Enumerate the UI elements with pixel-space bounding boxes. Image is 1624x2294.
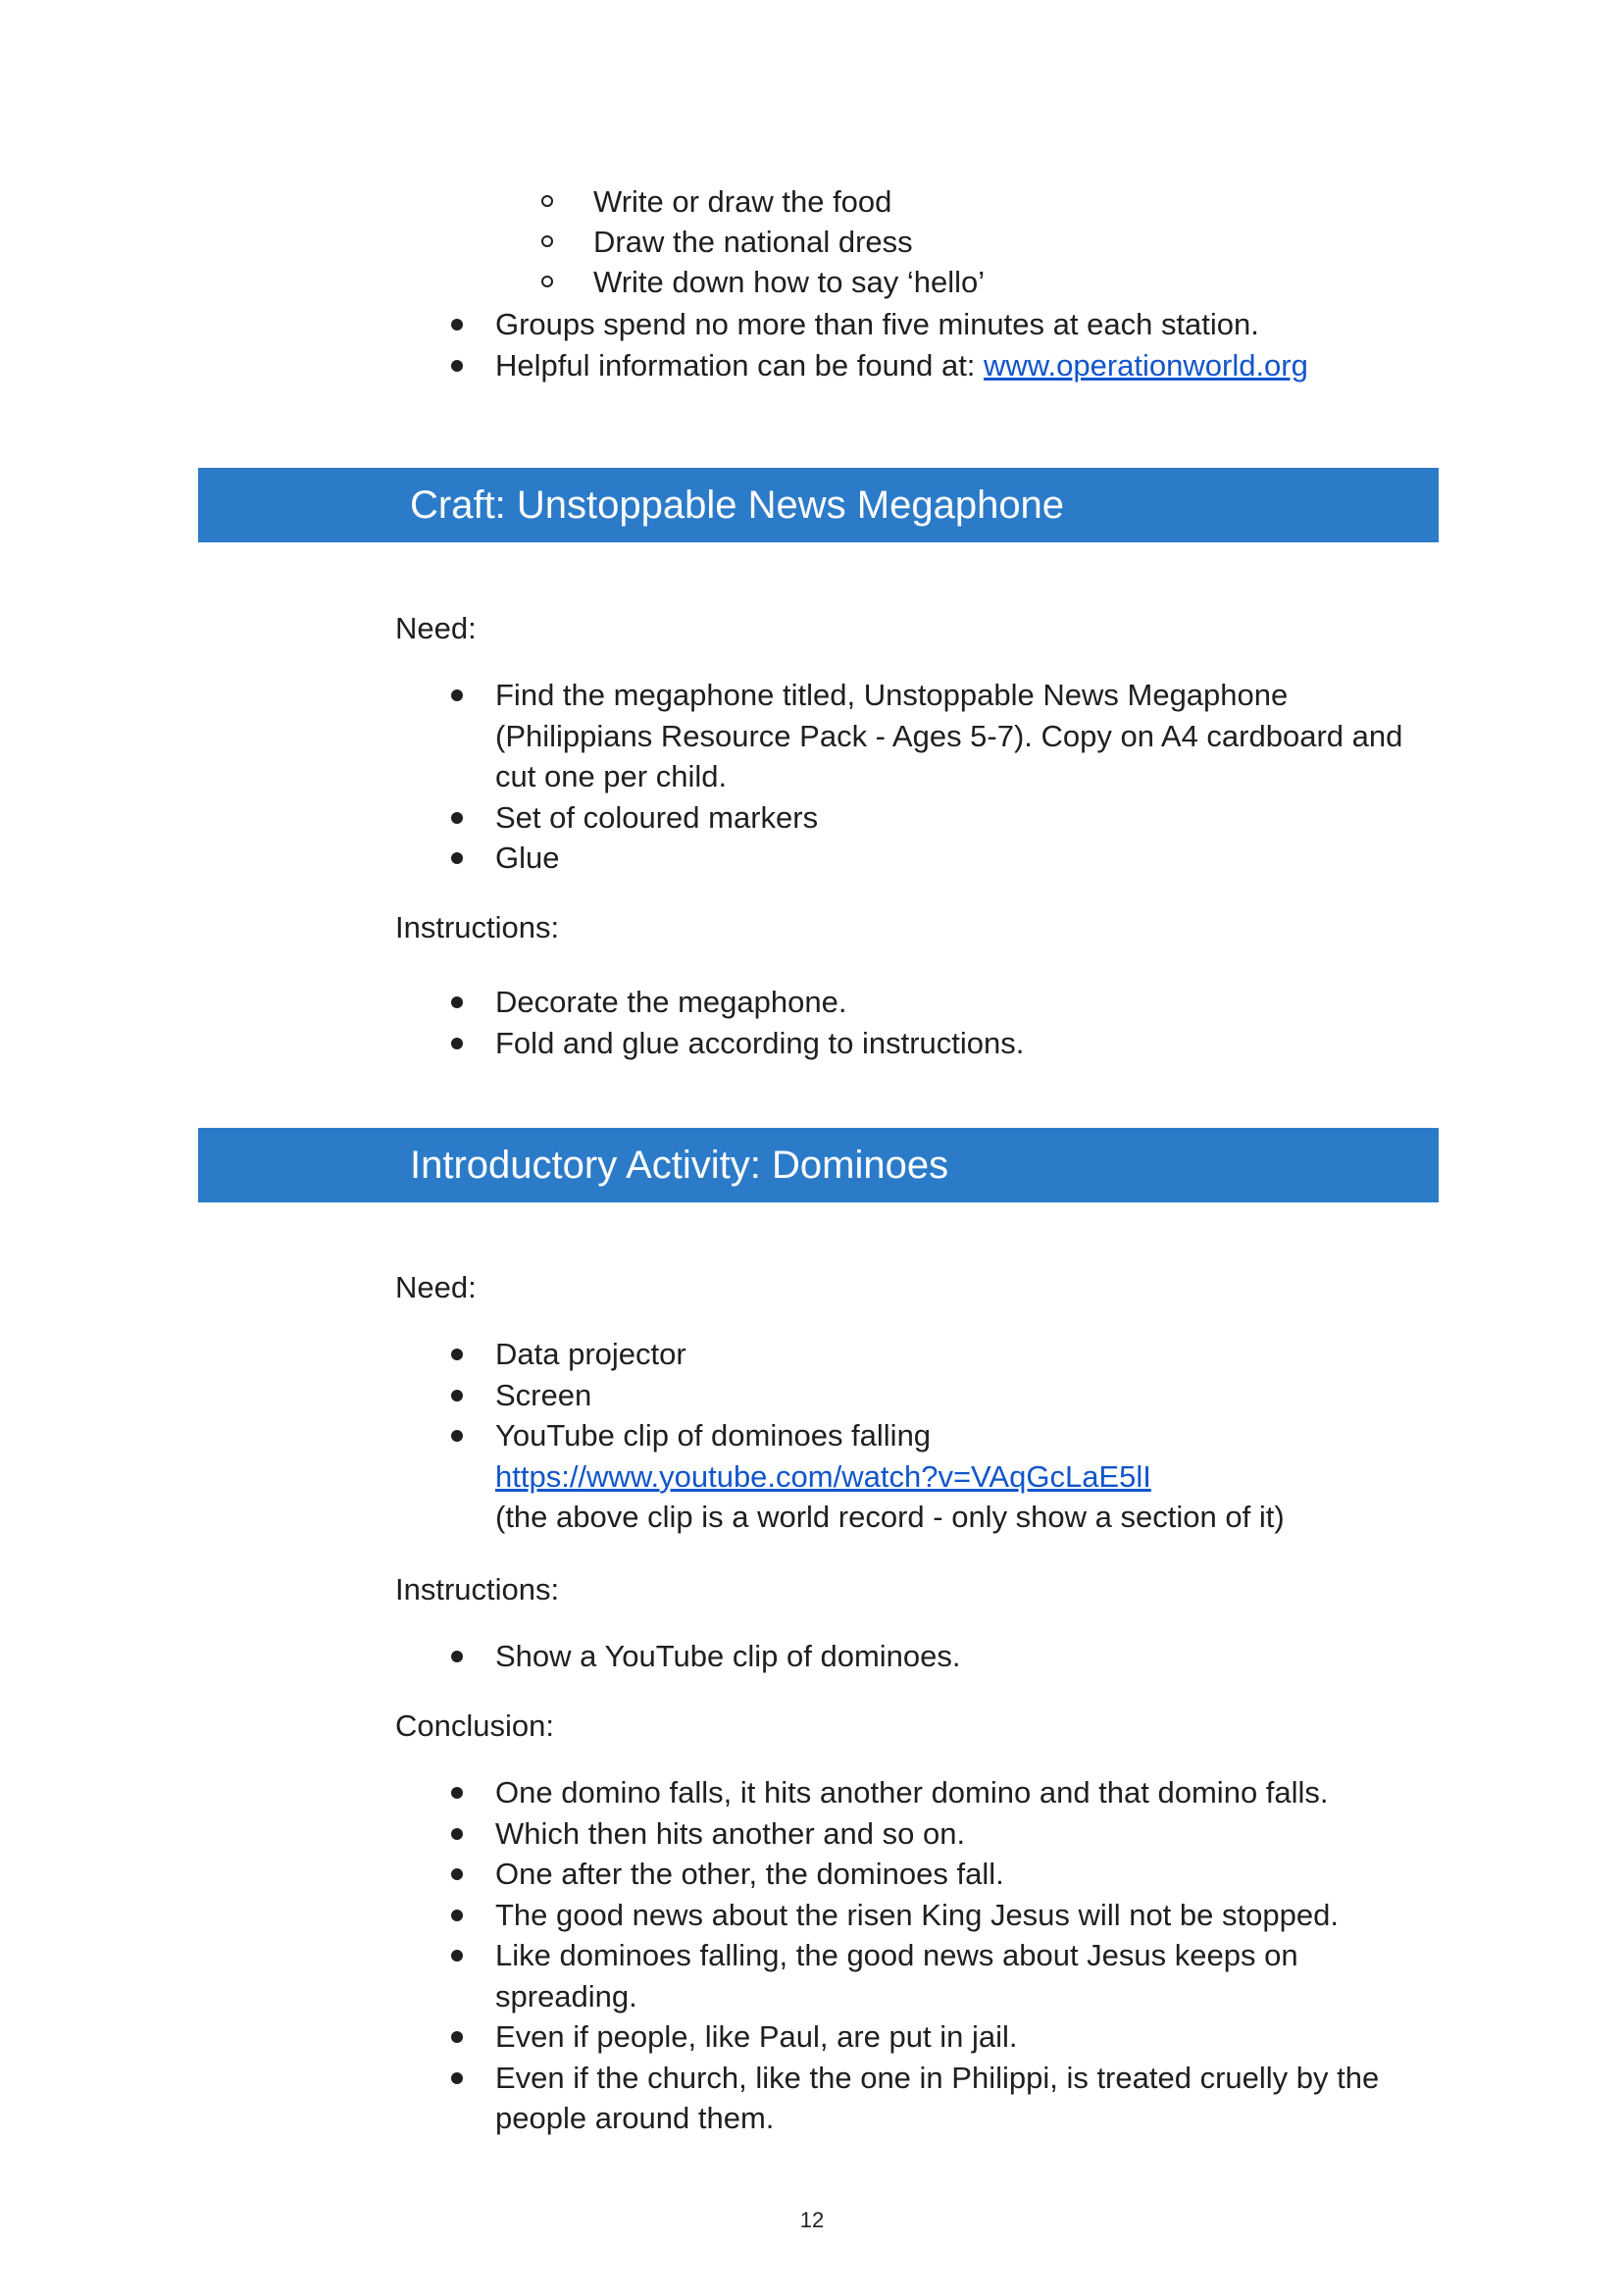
list-item: Find the megaphone titled, Unstoppable News Megaphone (Philippians Resource Pack - Ages 5-7). Copy on A4 cardboard and cut one per child. xyxy=(446,675,1427,797)
conclusion-list xyxy=(446,1772,1427,2139)
list-item: Draw the national dress xyxy=(534,222,985,262)
bullet-icon xyxy=(451,689,463,701)
need-label: Need: xyxy=(395,1270,477,1304)
conclusion-label: Conclusion: xyxy=(395,1708,554,1743)
bullet-icon xyxy=(451,1950,463,1962)
hollow-circle-bullet-icon xyxy=(541,195,553,207)
list-item: Groups spend no more than five minutes at each station. xyxy=(446,304,1308,345)
bullet-icon xyxy=(451,1349,463,1360)
section-header-dominoes: Introductory Activity: Dominoes xyxy=(198,1128,1439,1202)
list-item: Write or draw the food xyxy=(534,181,985,222)
list-item: Even if the church, like the one in Philippi, is treated cruelly by the people around them. xyxy=(446,2058,1427,2139)
bullet-icon xyxy=(451,1390,463,1402)
list-item: Which then hits another and so on. xyxy=(446,1813,1427,1855)
list-item: Like dominoes falling, the good news about Jesus keeps on spreading. xyxy=(446,1935,1427,2016)
list-item: Glue xyxy=(446,838,1427,879)
bullet-icon xyxy=(451,1787,463,1799)
list-item: Write down how to say ‘hello’ xyxy=(534,262,985,302)
bullet-icon xyxy=(451,360,463,372)
bullet-icon xyxy=(451,1868,463,1880)
list-item: One domino falls, it hits another domino and that domino falls. xyxy=(446,1772,1427,1813)
hollow-circle-bullet-icon xyxy=(541,235,553,247)
list-item: Screen xyxy=(446,1375,1427,1416)
hollow-circle-bullet-icon xyxy=(541,276,553,287)
list-item: Helpful information can be found at: www.operationworld.org xyxy=(446,345,1308,386)
bullet-icon xyxy=(451,1651,463,1662)
instructions-label: Instructions: xyxy=(395,910,560,944)
list-item: Set of coloured markers xyxy=(446,797,1427,839)
intro-sublist xyxy=(534,181,985,302)
list-item: Show a YouTube clip of dominoes. xyxy=(446,1636,961,1677)
operationworld-link[interactable]: www.operationworld.org xyxy=(984,347,1308,382)
bullet-icon xyxy=(451,996,463,1008)
bullet-icon xyxy=(451,812,463,824)
dominoes-need-list xyxy=(446,1334,1427,1538)
dominoes-instructions-list xyxy=(446,1636,961,1677)
instructions-label: Instructions: xyxy=(395,1572,560,1606)
craft-instructions-list xyxy=(446,982,1024,1063)
bullet-icon xyxy=(451,852,463,864)
list-item: Even if people, like Paul, are put in jail. xyxy=(446,2016,1427,2058)
list-item: Decorate the megaphone. xyxy=(446,982,1024,1023)
bullet-icon xyxy=(451,2072,463,2084)
bullet-icon xyxy=(451,1038,463,1049)
youtube-link[interactable]: https://www.youtube.com/watch?v=VAqGcLaE5lI xyxy=(495,1458,1151,1494)
bullet-icon xyxy=(451,319,463,331)
section-header-craft: Craft: Unstoppable News Megaphone xyxy=(198,468,1439,542)
list-item: YouTube clip of dominoes falling https://www.youtube.com/watch?v=VAqGcLaE5lI (the above clip is a world record - only show a section of it) xyxy=(446,1415,1427,1538)
list-item: Data projector xyxy=(446,1334,1427,1375)
bullet-icon xyxy=(451,1910,463,1921)
bullet-icon xyxy=(451,1828,463,1840)
bullet-icon xyxy=(451,1430,463,1442)
list-item: Fold and glue according to instructions. xyxy=(446,1023,1024,1064)
list-item: One after the other, the dominoes fall. xyxy=(446,1854,1427,1895)
list-item: The good news about the risen King Jesus will not be stopped. xyxy=(446,1895,1427,1936)
page-number: 12 xyxy=(799,2208,825,2232)
need-label: Need: xyxy=(395,611,477,645)
bullet-icon xyxy=(451,2031,463,2043)
intro-bullet-list xyxy=(446,304,1308,385)
craft-need-list xyxy=(446,675,1427,879)
